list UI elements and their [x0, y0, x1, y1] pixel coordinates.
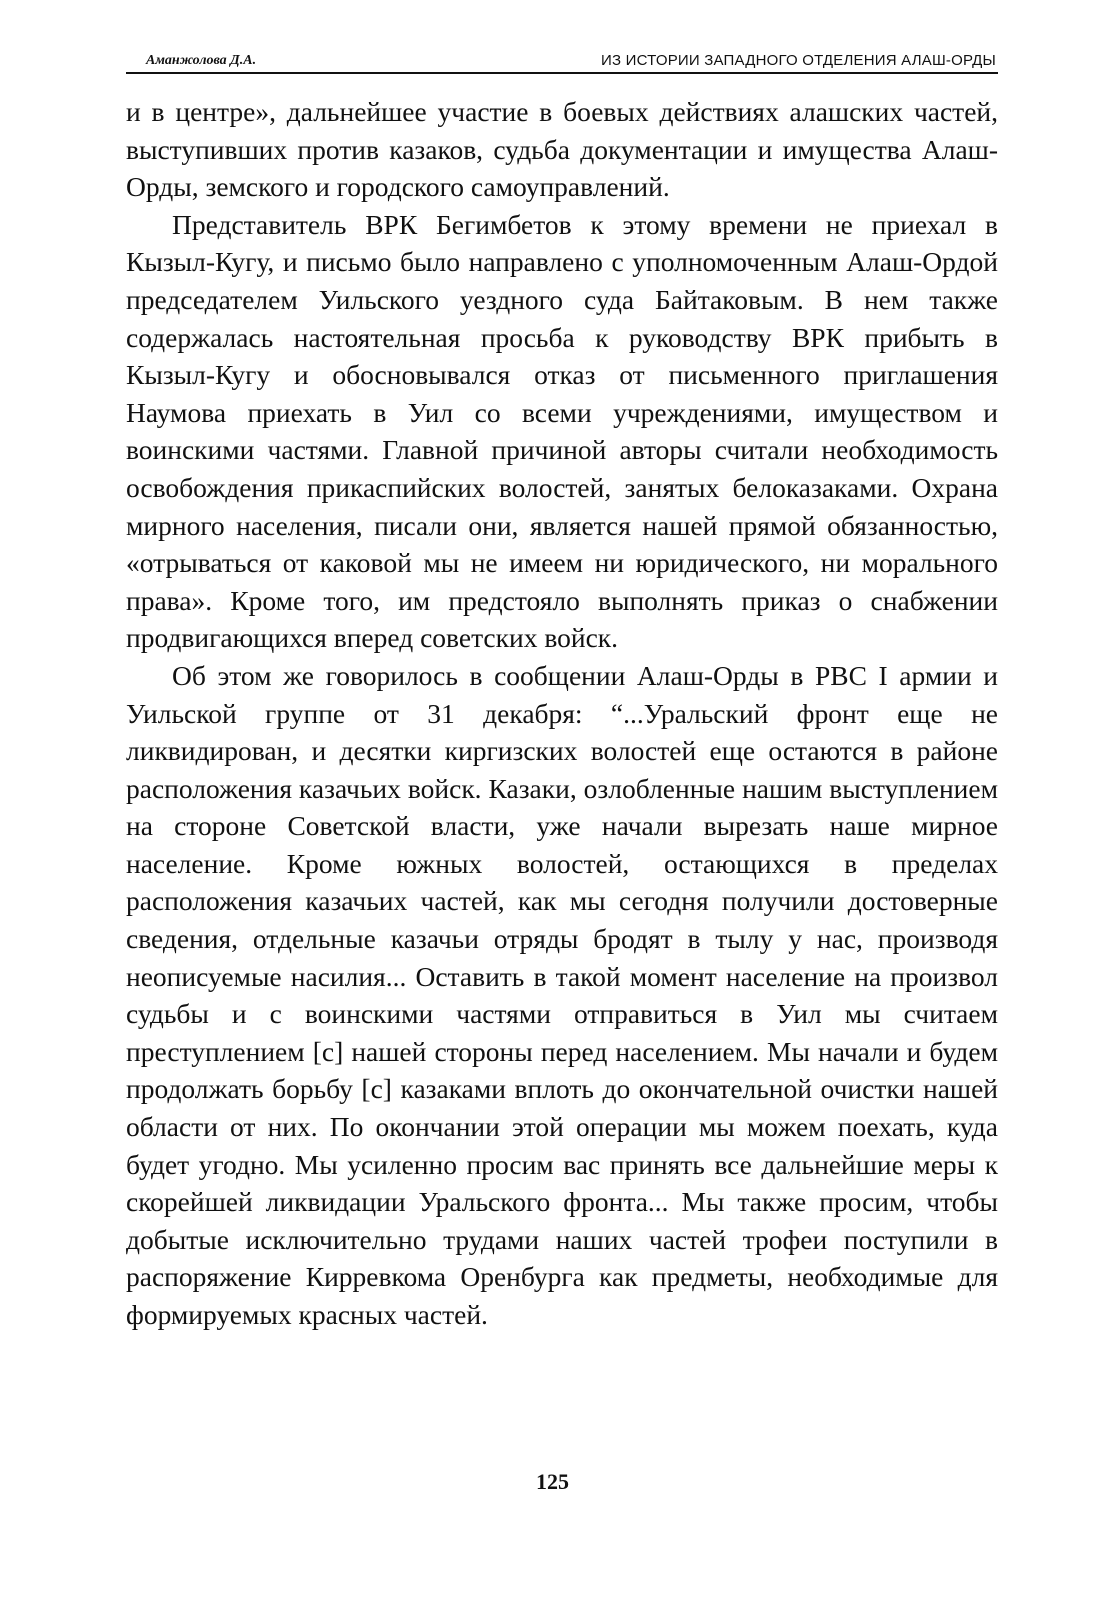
header-title: ИЗ ИСТОРИИ ЗАПАДНОГО ОТДЕЛЕНИЯ АЛАШ-ОРДЫ — [601, 52, 996, 69]
page-number: 125 — [536, 1469, 569, 1494]
header-author: Аманжолова Д.А. — [146, 53, 257, 68]
body-text — [126, 93, 998, 1334]
paragraph-3: Об этом же говорилось в сообщении Алаш-Орды в РВС I армии и Уильской группе от 31 декабря: “...Уральский фронт еще не ликвидирован, и десятки киргизских волостей еще остаются в районе расположения казачьих войск. Казаки, озлобленные нашим выступлением на стороне Советской власти, уже начали вырезать наше мирное население. Кроме южных волостей, остающихся в пределах расположения казачьих частей, как мы сегодня получили достоверные сведения, отдельные казачьи отряды бродят в тылу у нас, производя неописуемые насилия... Оставить в такой момент население на произвол судьбы и с воинскими частями отправиться в Уил мы считаем преступлением [с] нашей стороны перед населением. Мы начали и будем продолжать борьбу [с] казаками вплоть до окончательной очистки нашей области от них. По окончании этой операции мы можем поехать, куда будет угодно. Мы усиленно просим вас принять все дальнейшие меры к скорейшей ликвидации Уральского фронта... Мы также просим, чтобы добытые исключительно трудами наших частей трофеи поступили в распоряжение Кирревкома Оренбурга как предметы, необходимые для формируемых красных частей. — [126, 659, 998, 1330]
paragraph-1: и в центре», дальнейшее участие в боевых действиях алашских частей, выступивших против казаков, судьба документации и имущества Алаш-Орды, земского и городского самоуправлений. — [126, 96, 998, 203]
paragraph-2: Представитель ВРК Бегимбетов к этому времени не приехал в Кызыл-Кугу, и письмо было направлено с уполномоченным Алаш-Ордой председателем Уильского уездного суда Байтаковым. В нем также содержалась настоятельная просьба к руководству ВРК прибыть в Кызыл-Кугу и обосновывался отказ от письменного приглашения Наумова приехать в Уил со всеми учреждениями, имуществом и воинскими частями. Главной причиной авторы считали необходимость освобождения прикаспийских волостей, занятых белоказаками. Охрана мирного населения, писали они, является нашей прямой обязанностью, «отрываться от каковой мы не имеем ни юридического, ни морального права». Кроме того, им предстояло выполнять приказ о снабжении продвигающихся вперед советских войск. — [126, 208, 998, 654]
running-header — [126, 50, 998, 74]
